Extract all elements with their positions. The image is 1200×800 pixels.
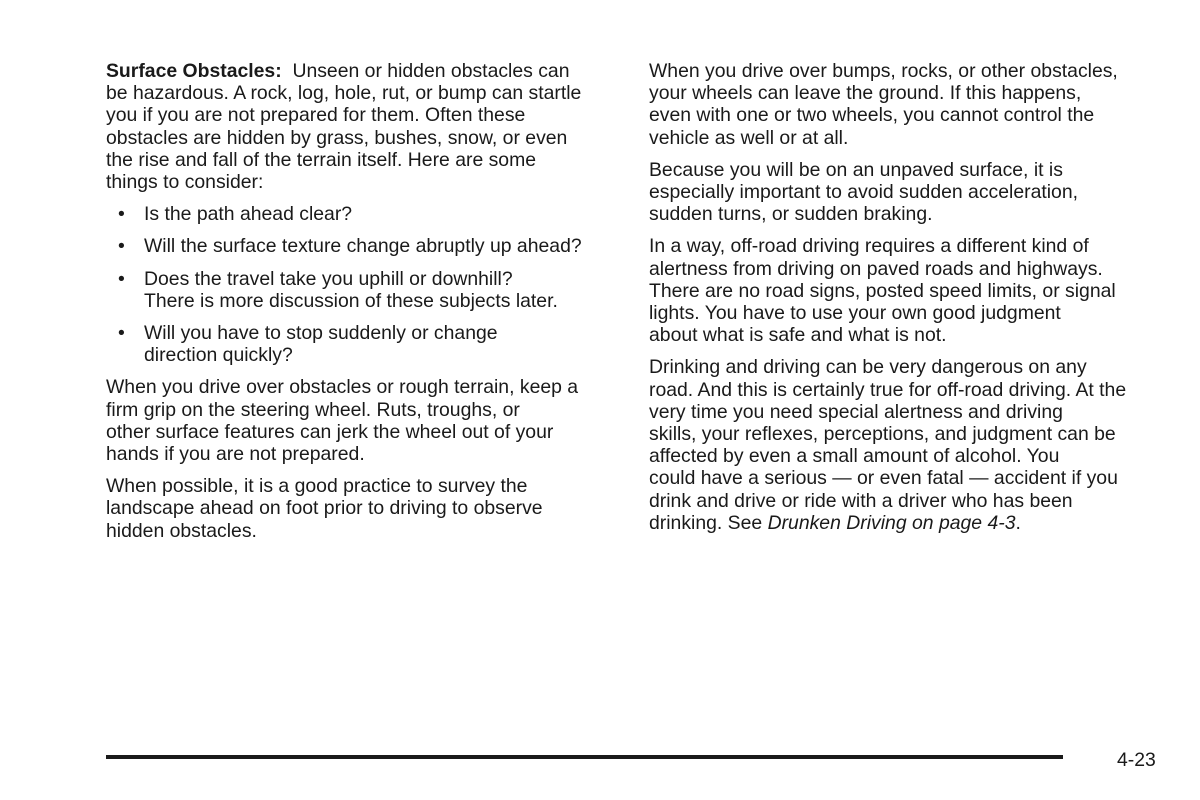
intro-first-line (106, 60, 626, 82)
paragraph-line: about what is safe and what is not. (649, 324, 947, 347)
period: . (1015, 511, 1021, 534)
paragraph-line: There are no road signs, posted speed limits, or signal (649, 279, 1116, 302)
bullet-icon: • (118, 322, 125, 345)
list-item (106, 322, 626, 366)
paragraph-line: When you drive over obstacles or rough terrain, keep a (106, 376, 579, 399)
paragraph-line: Drinking and driving can be very dangerous on any (649, 356, 1087, 379)
drunken-driving-reference-link[interactable]: Drunken Driving on page 4-3 (767, 511, 1016, 534)
surface-obstacles-paragraph (106, 60, 626, 193)
wheels-paragraph (649, 60, 1169, 149)
paragraph-line: vehicle as well or at all. (649, 126, 849, 149)
paragraph-line: alertness from driving on paved roads and highways. (649, 257, 1103, 280)
paragraph-line: even with one or two wheels, you cannot control the (649, 104, 1095, 127)
paragraph-line: In a way, off-road driving requires a different kind of (649, 235, 1089, 258)
intro-line-1: Unseen or hidden obstacles can (281, 60, 570, 82)
list-item-text: Will you have to stop suddenly or change (144, 322, 498, 345)
right-column (649, 60, 1169, 544)
drinking-paragraph (649, 356, 1169, 534)
list-item-text: There is more discussion of these subjects later. (144, 289, 558, 312)
paragraph-line: When possible, it is a good practice to survey the (106, 475, 528, 498)
bullet-icon: • (118, 203, 125, 226)
list-item-text: Does the travel take you uphill or downhill? (144, 267, 513, 290)
paragraph-line: could have a serious — or even fatal — accident if you (649, 467, 1118, 490)
list-item-text: direction quickly? (144, 344, 293, 367)
list-item (106, 268, 626, 312)
paragraph-line: When you drive over bumps, rocks, or other obstacles, (649, 60, 1118, 82)
footer-rule (106, 755, 1063, 759)
intro-line-2: be hazardous. A rock, log, hole, rut, or bump can startle (106, 82, 582, 105)
intro-line-4: obstacles are hidden by grass, bushes, snow, or even (106, 126, 568, 149)
section-heading: Surface Obstacles: (106, 60, 282, 82)
see-prefix: drinking. See (649, 511, 768, 534)
page-number: 4-23 (1117, 749, 1156, 771)
survey-paragraph (106, 475, 626, 542)
paragraph-line: road. And this is certainly true for off-road driving. At the (649, 378, 1127, 401)
paragraph-line: drink and drive or ride with a driver who has been (649, 489, 1073, 512)
intro-line-6: things to consider: (106, 171, 264, 194)
unpaved-paragraph (649, 159, 1169, 226)
paragraph-line: lights. You have to use your own good judgment (649, 302, 1061, 325)
alertness-paragraph (649, 235, 1169, 346)
paragraph-line: firm grip on the steering wheel. Ruts, troughs, or (106, 398, 520, 421)
list-item (106, 235, 626, 257)
intro-line-5: the rise and fall of the terrain itself. Here are some (106, 148, 537, 171)
paragraph-line: hands if you are not prepared. (106, 443, 365, 466)
list-item-text: Is the path ahead clear? (144, 203, 353, 226)
paragraph-line: sudden turns, or sudden braking. (649, 203, 933, 226)
intro-line-3: you if you are not prepared for them. Often these (106, 104, 526, 127)
paragraph-line: very time you need special alertness and driving (649, 400, 1063, 423)
left-column (106, 60, 626, 552)
paragraph-line: affected by even a small amount of alcohol. You (649, 445, 1060, 468)
bullet-icon: • (118, 267, 125, 290)
rough-terrain-paragraph (106, 376, 626, 465)
list-item (106, 203, 626, 225)
paragraph-last-line (649, 512, 1169, 534)
list-item-text: Will the surface texture change abruptly up ahead? (144, 235, 582, 258)
paragraph-line: your wheels can leave the ground. If this happens, (649, 82, 1082, 105)
considerations-list (106, 203, 626, 366)
bullet-icon: • (118, 235, 125, 258)
paragraph-line: hidden obstacles. (106, 519, 257, 542)
paragraph-line: especially important to avoid sudden acceleration, (649, 181, 1078, 204)
paragraph-line: landscape ahead on foot prior to driving to observe (106, 497, 543, 520)
paragraph-line: skills, your reflexes, perceptions, and judgment can be (649, 423, 1116, 446)
paragraph-line: other surface features can jerk the wheel out of your (106, 420, 554, 443)
paragraph-line: Because you will be on an unpaved surface, it is (649, 158, 1063, 181)
